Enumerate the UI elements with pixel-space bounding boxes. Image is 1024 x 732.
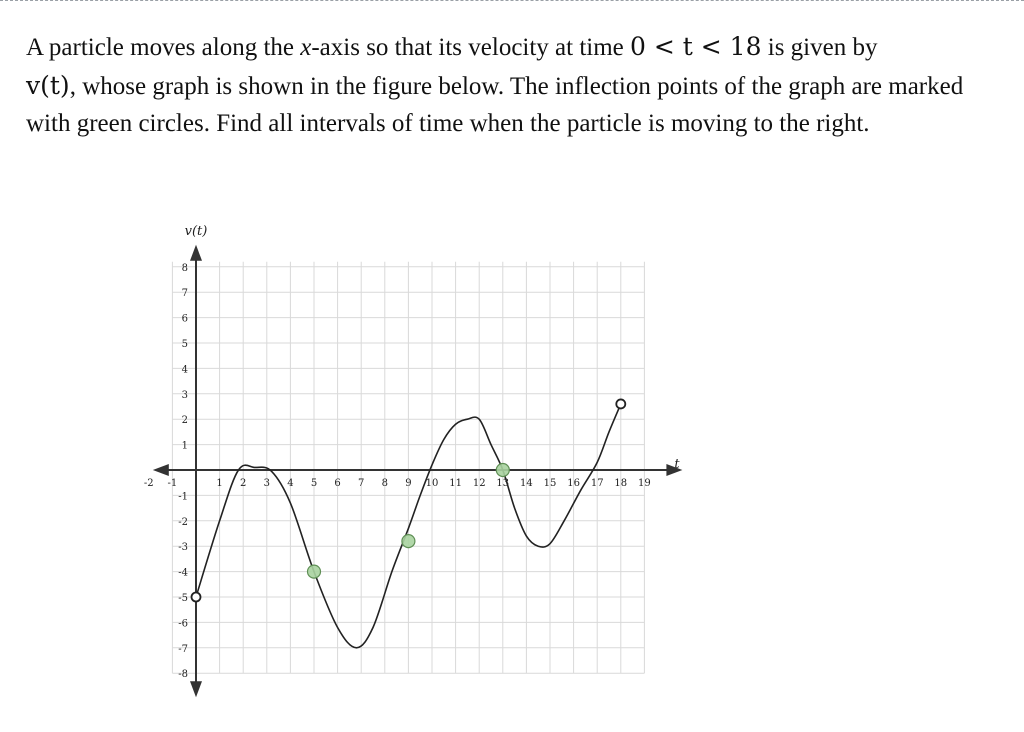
x-tick-label: 10 [425,478,439,489]
y-tick-label: -7 [178,643,188,655]
velocity-function: v(t) [26,70,70,100]
y-tick-label: -3 [178,542,188,554]
time-condition: 0 < t < 18 [630,32,762,61]
x-variable: x [300,34,312,61]
y-tick-label: -2 [178,516,188,528]
y-tick-label: 4 [181,364,188,376]
y-axis-arrow-down [190,681,202,697]
x-axis-label: t [674,457,680,472]
x-tick-label: 17 [590,478,604,489]
x-tick-label: 16 [567,478,580,489]
y-axis-label: v(t) [184,223,208,239]
y-tick-label: 1 [181,440,188,452]
x-tick-label: 12 [472,478,486,489]
x-tick-label: 14 [520,478,533,489]
y-tick-label: 6 [181,313,188,325]
x-tick-label: 9 [405,478,412,489]
x-tick-label: 2 [240,478,247,489]
y-tick-label: 8 [181,262,188,274]
inflection-point-marker [402,535,415,548]
y-axis-arrow-up [190,245,202,261]
inflection-point-marker [308,565,321,578]
y-tick-label: -4 [178,567,188,579]
y-tick-label: 7 [181,288,188,300]
x-tick-label: 6 [334,478,341,489]
x-tick-label: -1 [167,478,178,489]
x-tick-label: 3 [263,478,270,489]
problem-text-2: -axis so that its velocity at time [311,34,631,61]
y-tick-label: -1 [178,491,188,503]
y-tick-label: 2 [181,415,188,427]
x-tick-label: 15 [543,478,557,489]
y-tick-label: 5 [181,339,188,350]
problem-text-1: A particle moves along the [26,34,301,61]
open-endpoint-marker [192,593,201,602]
problem-text-4: , whose graph is shown in the figure below. The inflection points of the graph are marked with green circles. Find all intervals of time when the particle is moving to the right. [26,72,964,137]
x-tick-label: 18 [614,478,628,489]
inflection-point-marker [496,464,509,477]
x-tick-label: 19 [638,478,651,489]
x-tick-label: -2 [143,478,154,489]
x-tick-label: 5 [310,478,318,489]
x-tick-label: 11 [449,478,462,489]
y-tick-label: -8 [178,669,188,681]
grid-lines [172,262,644,673]
x-tick-label: 8 [381,478,388,489]
y-tick-label: -6 [178,618,188,630]
y-tick-label: 3 [181,389,188,401]
open-endpoint-marker [616,399,625,408]
x-tick-label: 1 [216,478,223,489]
x-tick-label: 7 [358,478,365,489]
x-tick-label: 4 [287,478,294,489]
y-tick-label: -5 [178,593,188,604]
x-axis-arrow-left [153,464,169,476]
x-tick-label: 13 [496,478,510,489]
problem-text-3: is given by [761,34,878,61]
